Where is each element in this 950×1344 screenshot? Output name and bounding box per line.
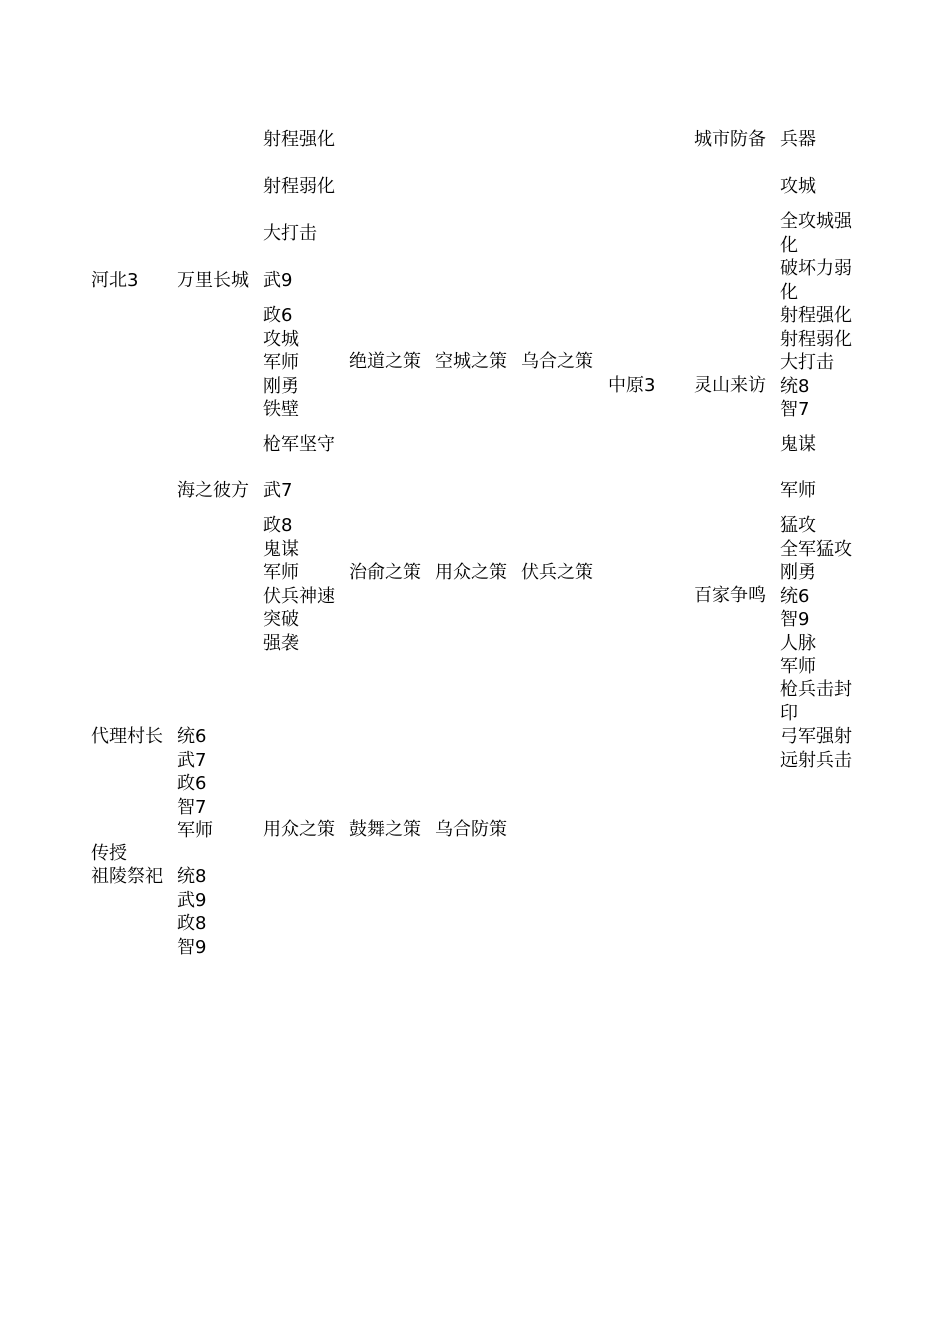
list-item: 伏兵神速 [263,585,335,607]
list-item: 大打击 [780,352,834,373]
list-item: 全军猛攻 [780,538,852,560]
list-item: 智7 [780,399,810,420]
item-proxy-strategy-1: 用众之策 [263,819,335,840]
list-item: 智9 [177,936,207,958]
list-item: 智9 [780,609,810,630]
list-item: 强袭 [263,632,299,654]
item-wall-strategy-2: 空城之策 [435,351,507,372]
label-proxy-chief: 代理村长 [91,726,163,747]
list-item: 政6 [263,305,293,326]
list-item: 弓军强射 [780,726,852,747]
item-wall-strategy-3: 乌合之策 [521,351,593,372]
item-range-down: 射程弱化 [263,176,335,197]
item-hundred-schools: 百家争鸣 [694,585,766,606]
wall-traits-list [263,304,299,422]
list-item: 军师 [263,562,299,583]
item-lingshan: 灵山来访 [694,375,766,396]
list-item: 军师 [780,656,816,677]
item-sea-stat: 武7 [263,480,293,501]
item-spear-seal: 枪兵击封印 [780,679,852,724]
list-item: 刚勇 [263,375,299,397]
list-item: 政6 [177,773,207,794]
list-item: 铁壁 [263,399,299,420]
list-item: 军师 [177,820,213,841]
item-city-defense: 城市防备 [694,129,766,150]
lingshan-traits-list [780,304,852,422]
list-item: 突破 [263,609,299,630]
item-all-siege: 全攻城强化 [780,211,852,256]
list-item: 远射兵击 [780,749,852,771]
region-hebei: 河北3 [91,270,139,291]
item-great-wall: 万里长城 [177,270,249,291]
item-proxy-strategy-3: 乌合防策 [435,819,507,840]
list-item: 统8 [780,375,810,397]
item-weapons: 兵器 [780,129,816,150]
item-siege: 攻城 [780,176,816,197]
item-advisor: 军师 [780,480,816,501]
item-proxy-strategy-2: 鼓舞之策 [349,819,421,840]
list-item: 射程强化 [780,305,852,326]
list-item: 武7 [177,749,207,771]
sea-traits-list [263,514,335,655]
list-item: 攻城 [263,328,299,350]
list-item: 统6 [177,726,207,747]
label-ancestral-rite: 祖陵祭祀 [91,866,163,887]
region-zhongyuan: 中原3 [608,375,656,396]
item-sea-strategy-3: 伏兵之策 [521,562,593,583]
list-item: 政8 [177,913,207,934]
hundred-traits-list [780,514,852,679]
list-item: 智7 [177,796,207,818]
proxy-stats-list [177,725,213,843]
item-wall-stat: 武9 [263,270,293,291]
list-item: 鬼谋 [263,538,299,560]
label-transmit: 传授 [91,843,127,864]
item-spear-guard: 枪军坚守 [263,434,335,455]
list-item: 射程弱化 [780,328,852,350]
list-item: 统8 [177,866,207,887]
list-item: 政8 [263,515,293,536]
list-item: 军师 [263,352,299,373]
list-item: 猛攻 [780,515,816,536]
list-item: 统6 [780,585,810,607]
item-range-up: 射程强化 [263,129,335,150]
list-item: 人脉 [780,632,816,654]
item-destruct: 破坏力弱化 [780,258,852,303]
item-wall-strategy-1: 绝道之策 [349,351,421,372]
item-ghost-plan: 鬼谋 [780,434,816,455]
item-beyond-sea: 海之彼方 [177,480,249,501]
tail-traits-list [780,725,852,772]
item-sea-strategy-1: 治俞之策 [349,562,421,583]
list-item: 刚勇 [780,562,816,583]
item-sea-strategy-2: 用众之策 [435,562,507,583]
list-item: 武9 [177,889,207,911]
rite-stats-list [177,865,206,959]
item-big-strike: 大打击 [263,223,317,244]
